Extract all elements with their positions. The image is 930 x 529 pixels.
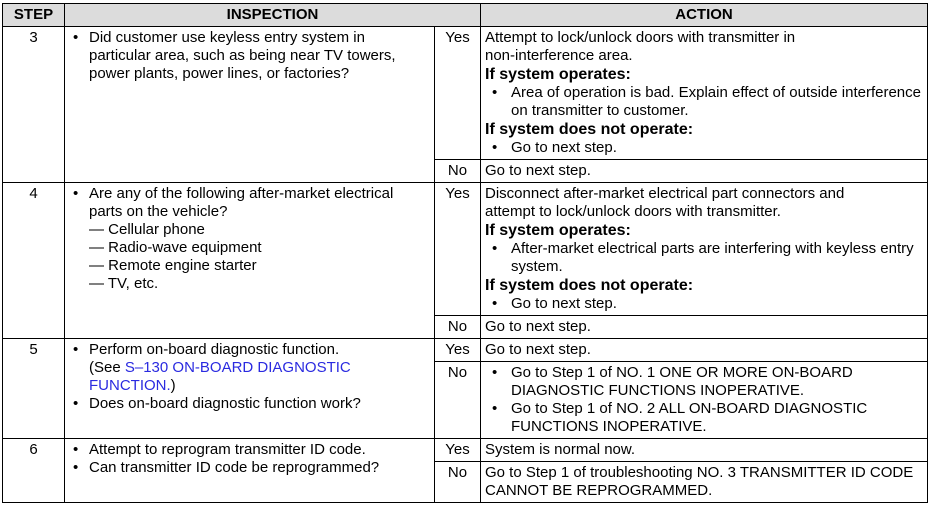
see-open: (See (89, 359, 125, 376)
inspection-cell (65, 339, 435, 439)
inspection-item: • Does on-board diagnostic function work? (69, 395, 430, 413)
inspection-header: INSPECTION (65, 4, 481, 27)
step-4-yes-row (3, 183, 928, 316)
action-text: Disconnect after-market electrical part connectors and (485, 185, 845, 202)
if-system-not-operates-heading: If system does not operate: (485, 277, 694, 294)
part-list-item: — Cellular phone (89, 221, 205, 238)
step-number: 3 (3, 27, 65, 183)
see-close: ) (170, 377, 176, 394)
inspection-cell (65, 439, 435, 503)
yes-action: Go to next step. (481, 339, 928, 362)
no-label: No (435, 316, 481, 339)
action-text: attempt to lock/unlock doors with transmitter. (485, 203, 781, 220)
no-action: Go to next step. (481, 316, 928, 339)
no-label: No (435, 362, 481, 439)
yes-action-cell (481, 27, 928, 160)
action-bullet: • Go to next step. (485, 139, 923, 157)
part-list-item: — Radio-wave equipment (89, 239, 262, 256)
no-action: Go to next step. (481, 160, 928, 183)
part-list-item: — TV, etc. (89, 275, 159, 292)
yes-label: Yes (435, 339, 481, 362)
no-action: Go to Step 1 of troubleshooting NO. 3 TRANSMITTER ID CODE CANNOT BE REPROGRAMMED. (481, 462, 928, 503)
yes-label: Yes (435, 27, 481, 160)
inspection-item: • Are any of the following after-market electrical parts on the vehicle? (69, 185, 430, 221)
action-text: Attempt to lock/unlock doors with transmitter in (485, 29, 796, 46)
inspection-cell (65, 183, 435, 339)
step-6-yes-row (3, 439, 928, 462)
step-3-yes-row (3, 27, 928, 160)
inspection-item (69, 341, 430, 395)
if-system-operates-heading: If system operates: (485, 66, 631, 83)
yes-action-cell (481, 183, 928, 316)
no-label: No (435, 462, 481, 503)
step-number: 6 (3, 439, 65, 503)
inspection-item: • Did customer use keyless entry system in particular area, such as being near TV towers, power plants, power lines, or factories? (69, 29, 430, 83)
part-list-item: — Remote engine starter (89, 257, 257, 274)
yes-action: System is normal now. (481, 439, 928, 462)
step-number: 5 (3, 339, 65, 439)
inspection-item: • Can transmitter ID code be reprogrammed? (69, 459, 430, 477)
step-number: 4 (3, 183, 65, 339)
inspection-text: Perform on-board diagnostic function. (89, 341, 340, 358)
action-bullet: • Area of operation is bad. Explain effect of outside interference on transmitter to customer. (485, 84, 923, 120)
action-bullet: • Go to Step 1 of NO. 2 ALL ON-BOARD DIAGNOSTIC FUNCTIONS INOPERATIVE. (485, 400, 923, 436)
if-system-operates-heading: If system operates: (485, 222, 631, 239)
step-5-yes-row (3, 339, 928, 362)
if-system-not-operates-heading: If system does not operate: (485, 121, 694, 138)
action-header: ACTION (481, 4, 928, 27)
no-label: No (435, 160, 481, 183)
action-bullet: • Go to Step 1 of NO. 1 ONE OR MORE ON-BOARD DIAGNOSTIC FUNCTIONS INOPERATIVE. (485, 364, 923, 400)
action-text: non-interference area. (485, 47, 633, 64)
inspection-item: • Attempt to reprogram transmitter ID code. (69, 441, 430, 459)
step-header: STEP (3, 4, 65, 27)
yes-label: Yes (435, 183, 481, 316)
action-bullet: • Go to next step. (485, 295, 923, 313)
onboard-diagnostic-link[interactable]: S–130 ON-BOARD DIAGNOSTIC FUNCTION. (89, 359, 351, 394)
yes-label: Yes (435, 439, 481, 462)
action-bullet: • After-market electrical parts are interfering with keyless entry system. (485, 240, 923, 276)
header-row (3, 4, 928, 27)
no-action-cell (481, 362, 928, 439)
inspection-cell (65, 27, 435, 183)
troubleshooting-table (2, 3, 928, 503)
